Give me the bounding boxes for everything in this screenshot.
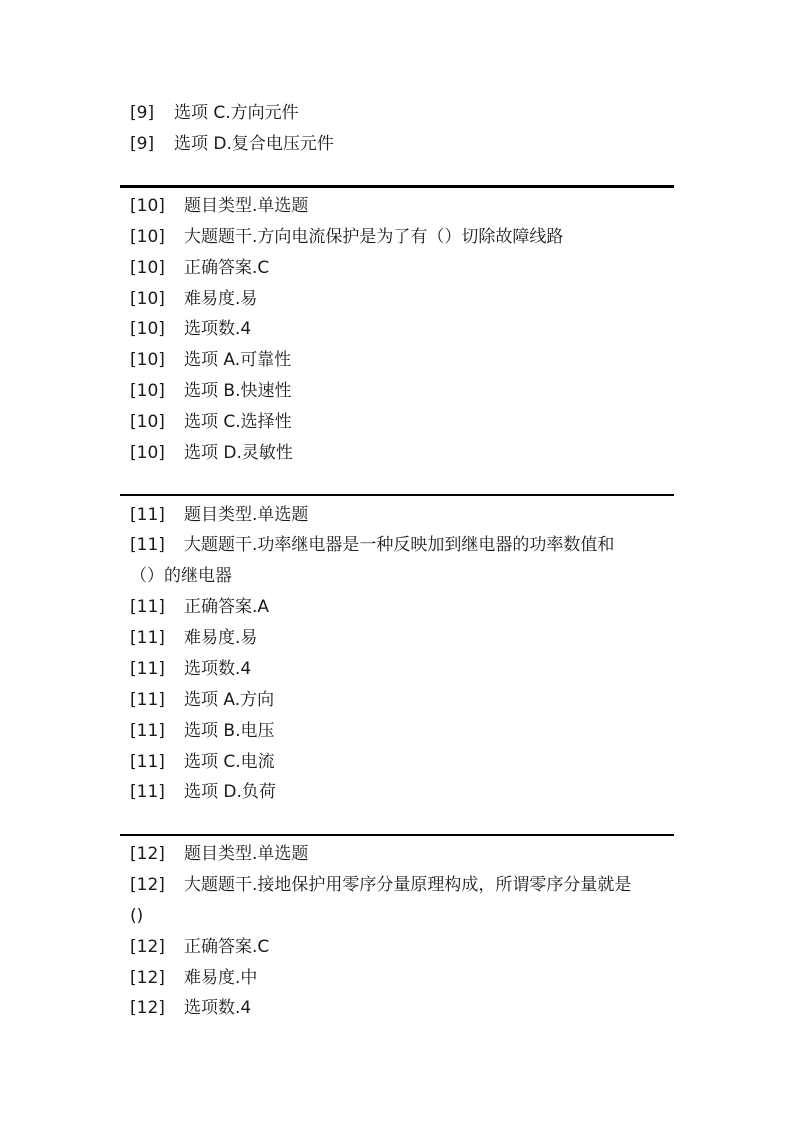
question-line <box>130 596 269 618</box>
question-field: 选项 C.方向元件 <box>174 103 299 123</box>
option-c: 选项 C.选择性 <box>184 412 292 432</box>
question-number: [10] <box>130 227 165 247</box>
question-number: [12] <box>130 968 165 988</box>
correct-answer: 正确答案.C <box>184 258 270 278</box>
option-count: 选项数.4 <box>184 659 252 679</box>
question-number: [9] <box>130 103 155 123</box>
question-type: 题目类型.单选题 <box>184 196 309 216</box>
question-number: [10] <box>130 196 165 216</box>
question-number: [12] <box>130 937 165 957</box>
option-count: 选项数.4 <box>184 319 252 339</box>
question-stem: 大题题干.方向电流保护是为了有（）切除故障线路 <box>184 227 564 247</box>
option-b: 选项 B.电压 <box>184 721 275 741</box>
question-number: [11] <box>130 721 165 741</box>
section-divider <box>120 185 674 188</box>
question-number: [10] <box>130 412 165 432</box>
question-number: [11] <box>130 752 165 772</box>
question-line <box>130 318 251 340</box>
difficulty: 难易度.易 <box>184 628 258 648</box>
question-number: [10] <box>130 258 165 278</box>
question-line <box>130 133 334 155</box>
correct-answer: 正确答案.A <box>184 597 270 617</box>
question-line <box>130 689 274 711</box>
question-number: [11] <box>130 690 165 710</box>
question-line <box>130 936 269 958</box>
question-stem: 大题题干.功率继电器是一种反映加到继电器的功率数值和 <box>184 535 615 555</box>
option-d: 选项 D.灵敏性 <box>184 443 293 463</box>
section-divider <box>120 834 674 836</box>
question-stem-continued: () <box>130 906 144 926</box>
question-line <box>130 658 251 680</box>
question-line <box>130 781 276 803</box>
difficulty: 难易度.中 <box>184 968 258 988</box>
question-number: [11] <box>130 659 165 679</box>
question-line <box>130 874 631 896</box>
question-line <box>130 627 257 649</box>
question-number: [11] <box>130 782 165 802</box>
option-count: 选项数.4 <box>184 998 252 1018</box>
correct-answer: 正确答案.C <box>184 937 270 957</box>
question-line <box>130 534 614 556</box>
question-number: [10] <box>130 289 165 309</box>
question-stem: 大题题干.接地保护用零序分量原理构成，所谓零序分量就是 <box>184 875 632 895</box>
question-line <box>130 967 257 989</box>
question-line <box>130 442 293 464</box>
question-number: [11] <box>130 628 165 648</box>
question-number: [12] <box>130 875 165 895</box>
question-line <box>130 380 291 402</box>
option-b: 选项 B.快速性 <box>184 381 292 401</box>
question-number: [12] <box>130 998 165 1018</box>
question-line <box>130 751 275 773</box>
question-type: 题目类型.单选题 <box>184 505 309 525</box>
option-a: 选项 A.可靠性 <box>184 350 292 370</box>
section-divider <box>120 494 674 496</box>
question-number: [10] <box>130 350 165 370</box>
question-number: [12] <box>130 844 165 864</box>
question-line <box>130 102 299 124</box>
question-line <box>130 226 563 248</box>
question-number: [11] <box>130 597 165 617</box>
question-number: [10] <box>130 381 165 401</box>
question-number: [9] <box>130 134 155 154</box>
option-a: 选项 A.方向 <box>184 690 275 710</box>
question-line <box>130 504 308 526</box>
question-line <box>130 195 308 217</box>
question-stem-continued: （）的继电器 <box>130 566 232 586</box>
question-line <box>130 997 251 1019</box>
question-line <box>130 257 269 279</box>
question-line <box>130 288 257 310</box>
question-number: [11] <box>130 505 165 525</box>
question-line <box>130 843 308 865</box>
question-line <box>130 349 291 371</box>
question-line <box>130 720 274 742</box>
option-c: 选项 C.电流 <box>184 752 275 772</box>
question-number: [10] <box>130 319 165 339</box>
option-d: 选项 D.负荷 <box>184 782 276 802</box>
question-number: [10] <box>130 443 165 463</box>
question-type: 题目类型.单选题 <box>184 844 309 864</box>
question-line <box>130 411 292 433</box>
difficulty: 难易度.易 <box>184 289 258 309</box>
question-number: [11] <box>130 535 165 555</box>
question-field: 选项 D.复合电压元件 <box>174 134 334 154</box>
